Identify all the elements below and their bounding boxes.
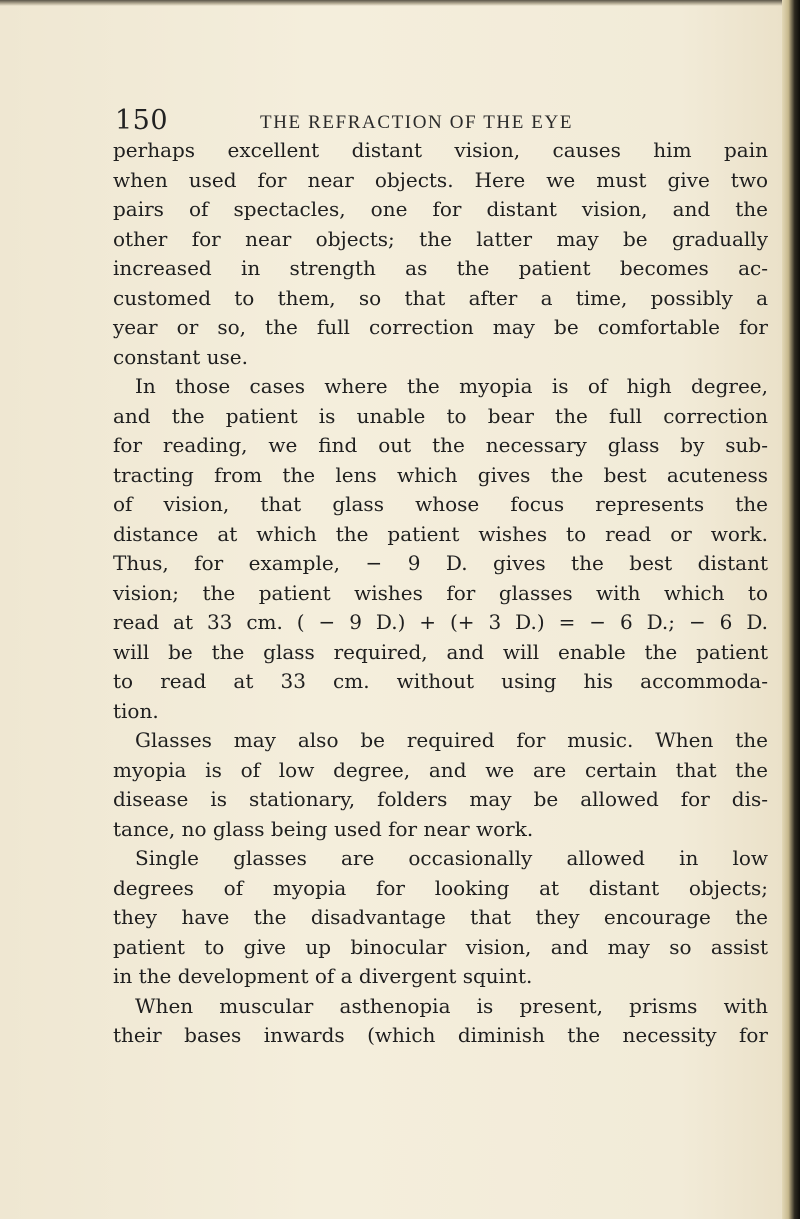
text-line: they have the disadvantage that they encourage the xyxy=(113,905,768,929)
body-text xyxy=(113,136,768,1051)
text-line: Thus, for example, − 9 D. gives the best distant xyxy=(113,551,768,575)
text-line: and the patient is unable to bear the full correction xyxy=(113,403,768,428)
text-line: for reading, we find out the necessary glass by sub- xyxy=(113,433,768,457)
text-line: tracting from the lens which gives the best acuteness xyxy=(113,462,768,487)
text-line: other for near objects; the latter may be gradually xyxy=(113,226,768,251)
book-spine-edge xyxy=(782,0,800,1219)
paragraph-start-line: When muscular asthenopia is present, prisms with xyxy=(135,993,768,1018)
text-line: tion. xyxy=(113,698,159,723)
text-line: customed to them, so that after a time, possibly a xyxy=(113,285,768,310)
text-line: increased in strength as the patient becomes ac- xyxy=(113,256,768,280)
top-edge-shadow xyxy=(0,0,800,6)
text-line: vision; the patient wishes for glasses with which to xyxy=(113,580,768,605)
text-line: myopia is of low degree, and we are certain that the xyxy=(113,757,768,782)
text-line: year or so, the full correction may be comfortable for xyxy=(113,315,768,339)
text-line: in the development of a divergent squint. xyxy=(113,964,533,988)
paragraph-start-line: Glasses may also be required for music. When the xyxy=(135,728,768,752)
running-title: THE REFRACTION OF THE EYE xyxy=(260,112,574,133)
text-line: to read at 33 cm. without using his accommoda- xyxy=(113,669,768,693)
text-line: perhaps excellent distant vision, causes him pain xyxy=(113,138,768,162)
paragraph-start-line: Single glasses are occasionally allowed in low xyxy=(135,846,768,870)
text-line: distance at which the patient wishes to read or work. xyxy=(113,521,768,546)
text-line: tance, no glass being used for near work. xyxy=(113,816,534,841)
text-line: degrees of myopia for looking at distant objects; xyxy=(113,875,768,900)
text-line: constant use. xyxy=(113,344,248,369)
text-line: pairs of spectacles, one for distant vision, and the xyxy=(113,197,768,221)
text-line: read at 33 cm. ( − 9 D.) + (+ 3 D.) = − 6 D.; − 6 D. xyxy=(113,610,768,634)
text-line: their bases inwards (which diminish the necessity for xyxy=(113,1023,768,1047)
text-line: patient to give up binocular vision, and may so assist xyxy=(113,934,768,959)
paragraph-start-line: In those cases where the myopia is of high degree, xyxy=(135,374,768,398)
text-line: disease is stationary, folders may be allowed for dis- xyxy=(113,787,768,811)
text-line: will be the glass required, and will enable the patient xyxy=(113,639,768,664)
text-line: of vision, that glass whose focus represents the xyxy=(113,492,768,516)
page-number: 150 xyxy=(115,105,169,136)
text-line: when used for near objects. Here we must give two xyxy=(113,167,768,192)
